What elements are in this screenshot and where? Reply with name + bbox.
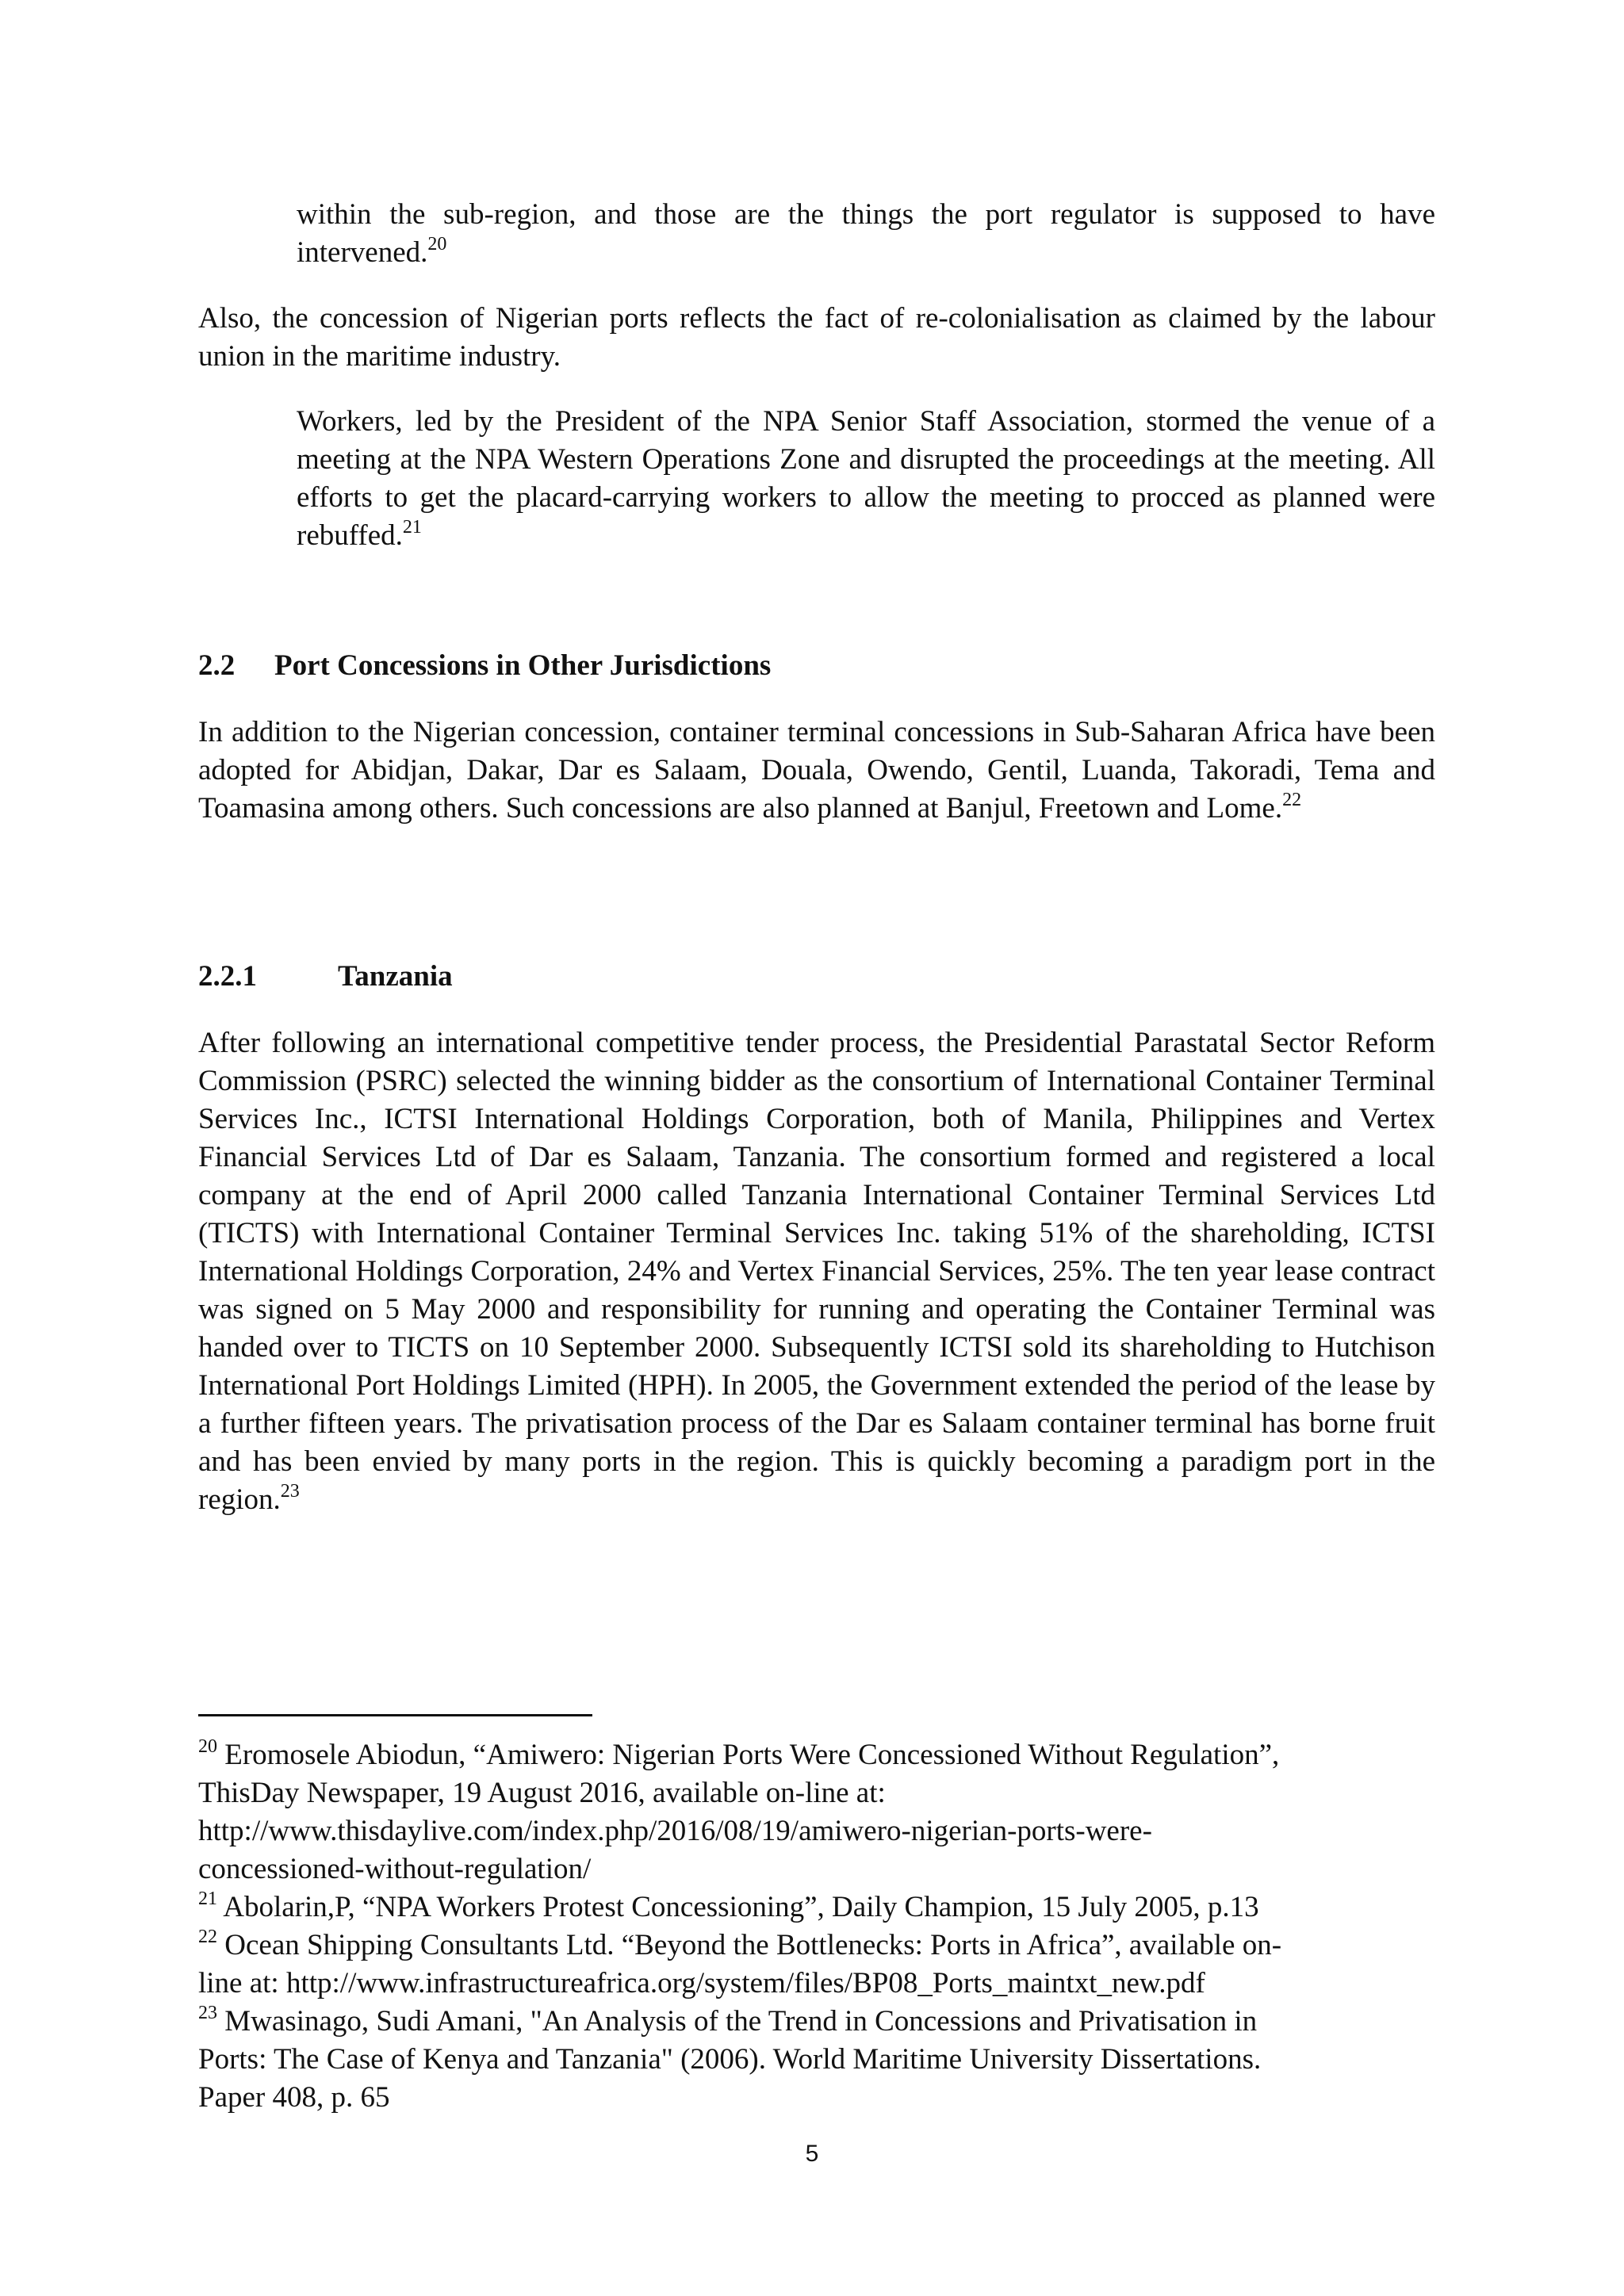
footnote-ref-21[interactable]: 21 bbox=[402, 516, 422, 538]
footnote-21-text: Abolarin,P, “NPA Workers Protest Concessioning”, Daily Champion, 15 July 2005, p.13 bbox=[223, 1891, 1259, 1923]
footnote-ref-22[interactable]: 22 bbox=[1282, 789, 1302, 810]
section-title: Port Concessions in Other Jurisdictions bbox=[274, 649, 772, 682]
block-quote-1-text: within the sub-region, and those are the things the port regulator is supposed to have intervened. bbox=[297, 198, 1435, 269]
block-quote-1 bbox=[297, 196, 1435, 272]
footnote-20-text-1: Eromosele Abiodun, “Amiwero: Nigerian Ports Were Concessioned Without Regulation”, bbox=[224, 1739, 1280, 1771]
subsection-heading-2-2-1 bbox=[198, 958, 453, 996]
body-paragraph-2 bbox=[198, 714, 1435, 828]
footnote-22-text-1: Ocean Shipping Consultants Ltd. “Beyond the Bottlenecks: Ports in Africa”, available on- bbox=[224, 1929, 1282, 1961]
footnote-20-url-line-1[interactable]: http://www.thisdaylive.com/index.php/2016/08/19/amiwero-nigerian-ports-were- bbox=[198, 1815, 1152, 1847]
footnote-23-line-2: Ports: The Case of Kenya and Tanzania" (2006). World Maritime University Dissertations. bbox=[198, 2043, 1262, 2076]
footnote-22-line-2[interactable]: line at: http://www.infrastructureafrica.org/system/files/BP08_Ports_maintxt_new.pdf bbox=[198, 1967, 1205, 1999]
footnote-20-line-2: ThisDay Newspaper, 19 August 2016, available on-line at: bbox=[198, 1777, 886, 1809]
footnote-20-url-line-2[interactable]: concessioned-without-regulation/ bbox=[198, 1853, 592, 1885]
footnote-number-23: 23 bbox=[198, 2002, 217, 2023]
subsection-number: 2.2.1 bbox=[198, 960, 257, 993]
footnote-21 bbox=[198, 1888, 1435, 1927]
footnote-number-20: 20 bbox=[198, 1735, 217, 1757]
section-number: 2.2 bbox=[198, 649, 236, 682]
footnote-23-text-1: Mwasinago, Sudi Amani, "An Analysis of the Trend in Concessions and Privatisation in bbox=[224, 2005, 1258, 2038]
block-quote-2-text: Workers, led by the President of the NPA Senior Staff Association, stormed the venue of a meeting at the NPA Western Operations Zone and disrupted the proceedings at the meeting. All efforts to get the placard-carrying workers to allow the meeting to procced as planned were rebuffed. bbox=[297, 405, 1435, 552]
block-quote-2 bbox=[297, 403, 1435, 555]
body-paragraph-1: Also, the concession of Nigerian ports reflects the fact of re-colonialisation as claimed by the labour union in the maritime industry. bbox=[198, 302, 1435, 373]
footnote-20-line-1 bbox=[198, 1736, 1435, 1774]
footnote-separator bbox=[198, 1714, 592, 1716]
page-number: 5 bbox=[805, 2141, 819, 2167]
body-paragraph-3-text: After following an international competitive tender process, the Presidential Parastatal Sector Reform Commission (PSRC) selected the winning bidder as the consortium of International Container Terminal Services Inc., ICTSI International Holdings Corporation, both of Manila, Philippines and Vertex Financial Services Ltd of Dar es Salaam, Tanzania. The consortium formed and registered a local company at the end of April 2000 called Tanzania International Container Terminal Services Ltd (TICTS) with International Container Terminal Services Inc. taking 51% of the shareholding, ICTSI International Holdings Corporation, 24% and Vertex Financial Services, 25%. The ten year lease contract was signed on 5 May 2000 and responsibility for running and operating the Container Terminal was handed over to TICTS on 10 September 2000. Subsequently ICTSI sold its shareholding to Hutchison International Port Holdings Limited (HPH). In 2005, the Government extended the period of the lease by a further fifteen years. The privatisation process of the Dar es Salaam container terminal has borne fruit and has been envied by many ports in the region. This is quickly becoming a paradigm port in the region. bbox=[198, 1027, 1435, 1516]
body-paragraph-3 bbox=[198, 1024, 1435, 1519]
section-heading-2-2 bbox=[198, 647, 771, 685]
footnote-23-line-1 bbox=[198, 2003, 1435, 2041]
footnote-23-line-3: Paper 408, p. 65 bbox=[198, 2081, 390, 2114]
footnote-number-21: 21 bbox=[198, 1888, 217, 1909]
footnote-22-line-1 bbox=[198, 1927, 1435, 1965]
footnote-ref-23[interactable]: 23 bbox=[280, 1480, 300, 1502]
footnote-number-22: 22 bbox=[198, 1926, 217, 1947]
footnote-ref-20[interactable]: 20 bbox=[427, 233, 447, 254]
subsection-title: Tanzania bbox=[338, 960, 453, 993]
body-paragraph-2-text: In addition to the Nigerian concession, container terminal concessions in Sub-Saharan Africa have been adopted for Abidjan, Dakar, Dar es Salaam, Douala, Owendo, Gentil, Luanda, Takoradi, Tema and Toamasina among others. Such concessions are also planned at Banjul, Freetown and Lome. bbox=[198, 716, 1435, 825]
